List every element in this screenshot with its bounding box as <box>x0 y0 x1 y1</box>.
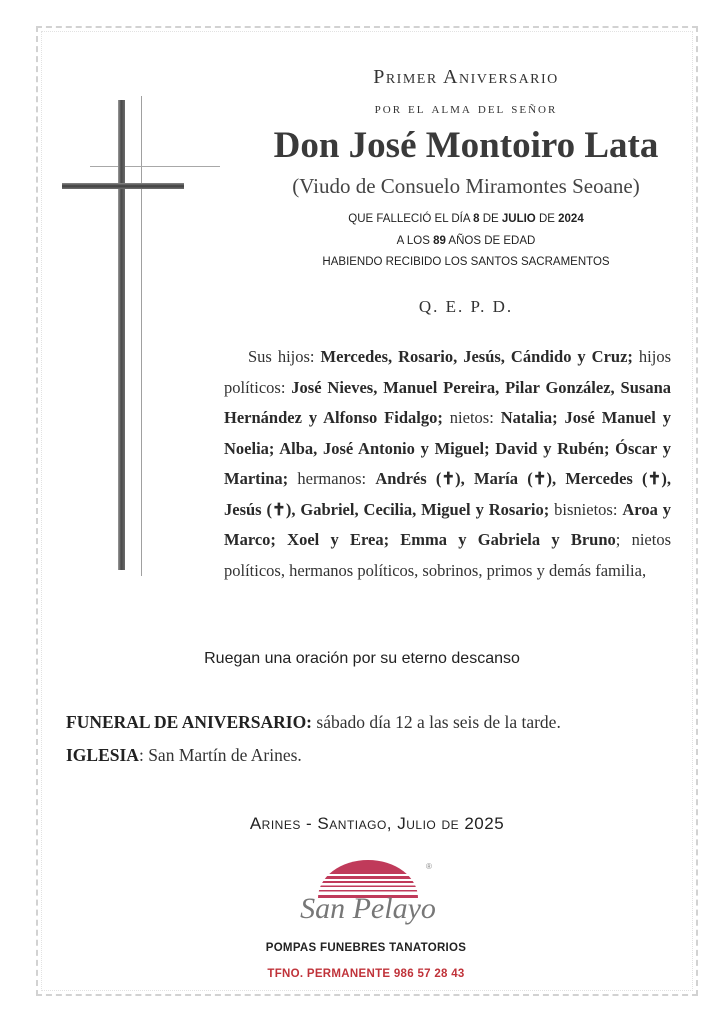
age-prefix: A LOS <box>396 235 434 247</box>
family-relation: nietos: <box>442 408 501 427</box>
family-relation: bisnietos: <box>549 499 623 519</box>
family-names: José Nieves, Manuel Pereira, Pilar González, Susana Hernández y Alfonso Fidalgo; <box>224 377 671 427</box>
family-relation: hermanos: <box>288 469 376 488</box>
cross-icon <box>118 100 125 570</box>
church-label: IGLESIA <box>66 745 139 765</box>
death-date-sep2: DE <box>535 213 559 225</box>
prayer-line: Ruegan una oración por su eterno descanso <box>204 650 520 667</box>
age-suffix: AÑOS DE EDAD <box>445 235 536 247</box>
death-year: 2024 <box>558 213 584 225</box>
age-value: 89 <box>433 235 446 247</box>
cross-icon-bar <box>62 183 184 189</box>
death-date <box>216 213 716 225</box>
death-day: 8 <box>473 213 480 225</box>
cross-shadow-horizontal <box>90 166 220 167</box>
church-value: : San Martín de Arines. <box>138 745 302 765</box>
deceased-name: Don José Montoiro Lata <box>273 125 659 166</box>
family-relation: hijos políticos: <box>224 347 671 397</box>
qepd: Q. E. P. D. <box>418 297 514 316</box>
widow-of: (Viudo de Consuelo Miramontes Seoane) <box>292 174 640 198</box>
family-names: Andrés (✝), María (✝), Mercedes (✝), Jesús (✝), Gabriel, Cecilia, Miguel y Rosario; <box>224 469 671 519</box>
funeral-label: FUNERAL DE ANIVERSARIO: <box>66 712 313 732</box>
death-date-sep: DE <box>479 213 502 225</box>
death-date-prefix: QUE FALLECIÓ EL DÍA <box>348 213 474 225</box>
subheadline: por el alma del señor <box>374 100 558 117</box>
company-logo-text: San Pelayo <box>300 892 436 925</box>
family-names: Natalia; José Manuel y Noelia; Alba, José Antonio y Miguel; David y Rubén; Óscar y Martina; <box>224 408 672 488</box>
funeral-value: sábado día 12 a las seis de la tarde. <box>312 712 561 732</box>
sacraments-line: HABIENDO RECIBIDO LOS SANTOS SACRAMENTOS <box>322 256 610 268</box>
family-list <box>224 342 671 586</box>
company-phone: TFNO. PERMANENTE 986 57 28 43 <box>267 968 465 980</box>
family-relation: ; nietos políticos, hermanos políticos, sobrinos, primos y demás familia, <box>224 530 672 580</box>
family-names: Mercedes, Rosario, Jesús, Cándido y Cruz; <box>320 347 633 366</box>
funeral-info <box>66 712 561 733</box>
company-name: POMPAS FUNEBRES TANATORIOS <box>265 942 467 954</box>
age-line <box>216 235 716 247</box>
place-date: Arines - Santiago, Julio de 2025 <box>249 814 505 833</box>
cross-shadow-vertical <box>141 96 142 576</box>
church-info <box>66 745 302 766</box>
family-relation: Sus hijos: <box>248 347 321 366</box>
registered-mark: ® <box>426 862 432 871</box>
death-month: JULIO <box>501 213 536 225</box>
headline: Primer Aniversario <box>373 66 559 88</box>
family-names: Aroa y Marco; Xoel y Erea; Emma y Gabriela y Bruno <box>224 499 671 549</box>
